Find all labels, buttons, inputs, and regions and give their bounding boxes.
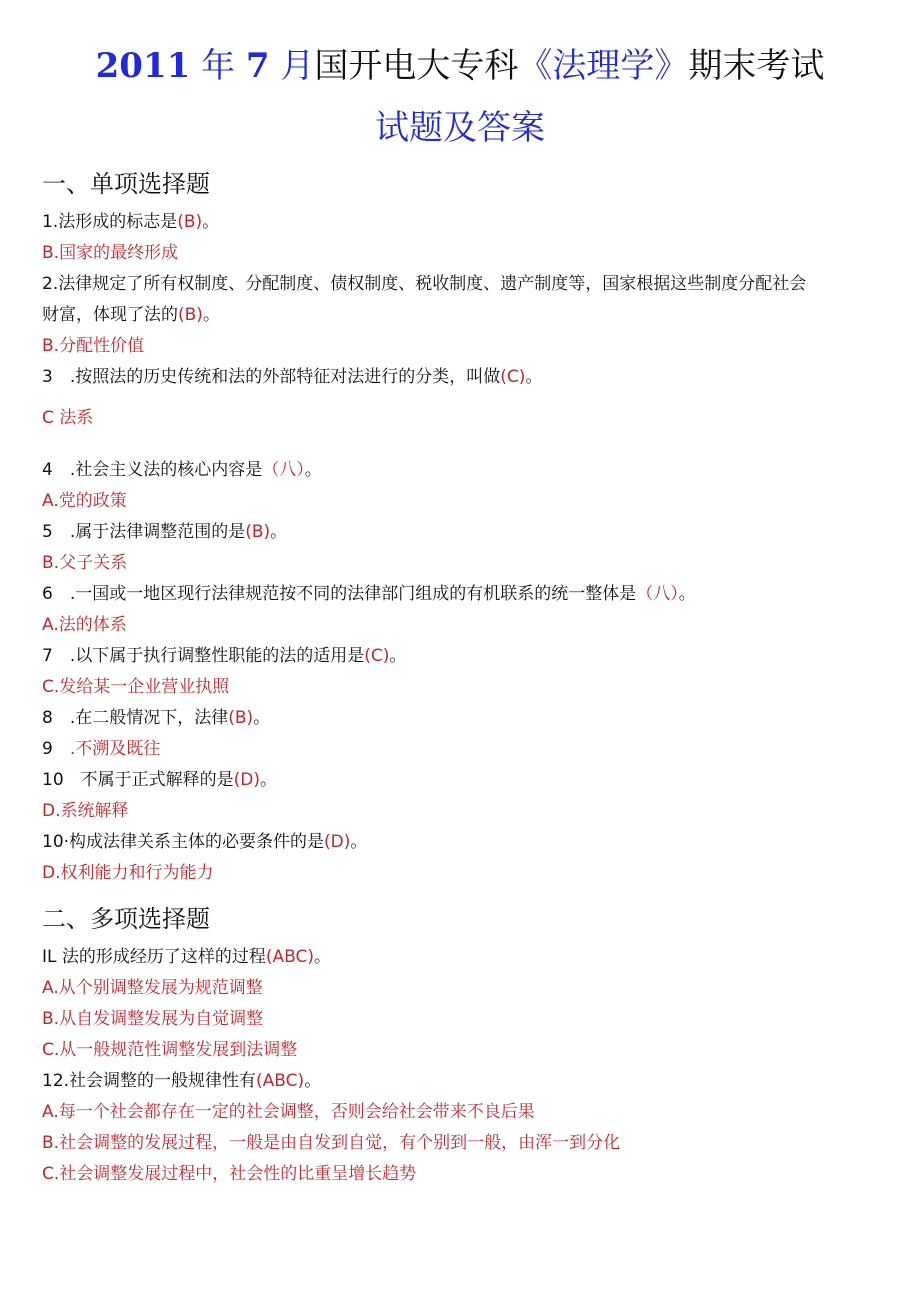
question-answer-key: (B) bbox=[177, 212, 203, 232]
question-text: 10·构成法律关系主体的必要条件的是 bbox=[42, 832, 325, 852]
question-tail: 。 bbox=[270, 522, 288, 542]
question-answer-key: （八） bbox=[262, 460, 305, 480]
question-text: 6 .一国或一地区现行法律规范按不同的法律部门组成的有机联系的统一整体是 bbox=[42, 584, 637, 604]
answer-10: D.系统解释 bbox=[42, 801, 129, 821]
question-text: 5 .属于法律调整范围的是 bbox=[42, 522, 246, 542]
question-text: 12.社会调整的一般规律性有 bbox=[42, 1071, 257, 1091]
answer-11-a: A.从个别调整发展为规范调整 bbox=[42, 978, 263, 998]
question-answer-key: (C) bbox=[500, 367, 526, 387]
answer-8 bbox=[42, 734, 882, 765]
question-text: 4 .社会主义法的核心内容是 bbox=[42, 460, 263, 480]
answer-11-b: B.从自发调整发展为自觉调整 bbox=[42, 1009, 264, 1029]
question-4 bbox=[42, 455, 882, 486]
title-nian: 年 bbox=[201, 46, 236, 86]
question-11 bbox=[42, 942, 882, 973]
question-2: 2.法律规定了所有权制度、分配制度、债权制度、税收制度、遗产制度等，国家根据这些制度分配社会 bbox=[42, 274, 807, 294]
question-text: 财富，体现了法的 bbox=[42, 305, 178, 325]
question-text: IL 法的形成经历了这样的过程 bbox=[42, 947, 266, 967]
title-mid: 国开电大专科 bbox=[314, 46, 519, 86]
title-year: 2011 bbox=[95, 46, 191, 86]
answer-text: .不溯及既往 bbox=[69, 739, 161, 759]
question-tail: 。 bbox=[304, 1071, 322, 1091]
answer-10b: D.权利能力和行为能力 bbox=[42, 863, 214, 883]
section-heading-multiple-choice: 二、多项选择题 bbox=[42, 905, 210, 933]
question-text: 7 .以下属于执行调整性职能的法的适用是 bbox=[42, 646, 365, 666]
question-12 bbox=[42, 1066, 882, 1097]
answer-3: C 法系 bbox=[42, 408, 94, 428]
answer-12-a: A.每一个社会都存在一定的社会调整，否则会给社会带来不良后果 bbox=[42, 1102, 535, 1122]
question-tail: 。 bbox=[389, 646, 407, 666]
question-answer-key: (ABC) bbox=[256, 1071, 305, 1091]
question-10b bbox=[42, 827, 882, 858]
question-answer-key: (D) bbox=[324, 832, 351, 852]
question-tail: 。 bbox=[202, 212, 220, 232]
document-title-line-1 bbox=[0, 44, 920, 88]
question-tail: 。 bbox=[314, 947, 332, 967]
question-tail: 。 bbox=[678, 584, 696, 604]
document-title-line-2: 试题及答案 bbox=[375, 108, 545, 148]
question-answer-key: (D) bbox=[233, 770, 260, 790]
answer-12-c: C.社会调整发展过程中，社会性的比重呈增长趋势 bbox=[42, 1164, 417, 1184]
question-8 bbox=[42, 703, 882, 734]
question-5 bbox=[42, 517, 882, 548]
question-text: 3 .按照法的历史传统和法的外部特征对法进行的分类，叫做 bbox=[42, 367, 501, 387]
question-text: 10 不属于正式解释的是 bbox=[42, 770, 234, 790]
question-3 bbox=[42, 362, 882, 393]
answer-11-c: C.从一般规范性调整发展到法调整 bbox=[42, 1040, 298, 1060]
question-text: 1.法形成的标志是 bbox=[42, 212, 178, 232]
answer-7: C.发给某一企业营业执照 bbox=[42, 677, 230, 697]
question-1 bbox=[42, 207, 882, 238]
question-answer-key: (B) bbox=[245, 522, 271, 542]
title-month: 7 bbox=[245, 46, 270, 86]
title-book: 《法理学》 bbox=[518, 46, 689, 86]
question-10 bbox=[42, 765, 882, 796]
question-tail: 。 bbox=[260, 770, 277, 790]
question-text: 8 .在二般情况下，法律 bbox=[42, 708, 229, 728]
question-tail: 。 bbox=[304, 460, 322, 480]
question-answer-key: （八） bbox=[636, 584, 679, 604]
title-yue: 月 bbox=[280, 46, 315, 86]
answer-1: B.国家的最终形成 bbox=[42, 243, 179, 263]
answer-5: B.父子关系 bbox=[42, 553, 128, 573]
question-6 bbox=[42, 579, 882, 610]
question-answer-key: (B) bbox=[178, 305, 203, 325]
question-tail: 。 bbox=[525, 367, 543, 387]
answer-6: A.法的体系 bbox=[42, 615, 127, 635]
question-tail: 。 bbox=[350, 832, 368, 852]
section-heading-single-choice: 一、单项选择题 bbox=[42, 170, 210, 198]
question-2-continued bbox=[42, 300, 882, 331]
answer-12-b: B.社会调整的发展过程，一般是由自发到自觉，有个别到一般，由浑一到分化 bbox=[42, 1133, 621, 1153]
question-7 bbox=[42, 641, 882, 672]
answer-4: A.党的政策 bbox=[42, 491, 127, 511]
answer-prefix: 9 bbox=[42, 739, 70, 759]
question-answer-key: (ABC) bbox=[265, 947, 315, 967]
question-answer-key: (C) bbox=[364, 646, 390, 666]
question-answer-key: (B) bbox=[228, 708, 254, 728]
question-tail: 。 bbox=[253, 708, 271, 728]
title-end: 期末考试 bbox=[688, 46, 825, 86]
question-tail: 。 bbox=[202, 305, 220, 325]
answer-2: B.分配性价值 bbox=[42, 336, 145, 356]
